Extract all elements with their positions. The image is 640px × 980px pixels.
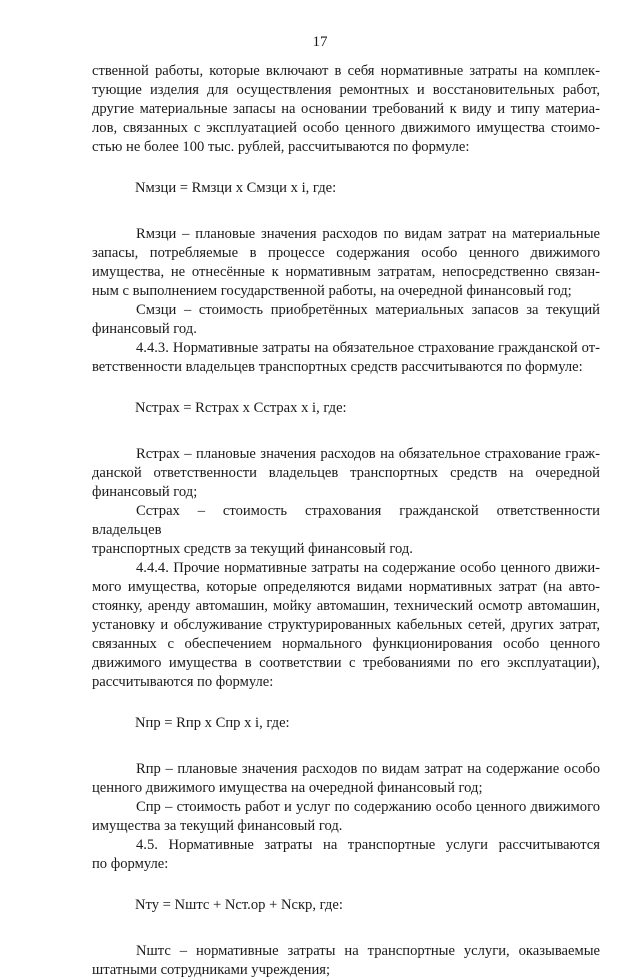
definition-cmzci bbox=[92, 301, 600, 339]
definition-nshts bbox=[92, 942, 600, 980]
definition-rmzci bbox=[92, 225, 600, 301]
formula-nmzci: Nмзци = Rмзци x Cмзци x i, где: bbox=[135, 180, 337, 196]
text-line: Rмзци – плановые значения расходов по видам затрат на материальные bbox=[136, 226, 600, 242]
text-line: связанных с обеспечением нормального функционирования особо ценного bbox=[92, 636, 600, 652]
definition-rstrah bbox=[92, 445, 600, 502]
text-line: имущества, не отнесённые к нормативным затратам, непосредственно связан- bbox=[92, 264, 600, 280]
text-line: штатными сотрудниками учреждения; bbox=[92, 962, 331, 978]
text-line: 4.4.3. Нормативные затраты на обязательное страхование гражданской от- bbox=[136, 340, 600, 356]
text-line: стью не более 100 тыс. рублей, рассчитываются по формуле: bbox=[92, 139, 470, 155]
text-line: 4.4.4. Прочие нормативные затраты на содержание особо ценного движи- bbox=[136, 560, 600, 576]
section-4-5 bbox=[92, 836, 600, 874]
text-line: движимого имущества в соответствии с требованиями по его эксплуатации), bbox=[92, 655, 600, 671]
text-line: Nштс – нормативные затраты на транспортные услуги, оказываемые bbox=[136, 943, 600, 959]
definition-rpr bbox=[92, 760, 600, 798]
text-line: Cмзци – стоимость приобретённых материальных запасов за текущий bbox=[136, 302, 600, 318]
section-4-4-3 bbox=[92, 339, 600, 377]
text-line: ветственности владельцев транспортных средств рассчитываются по формуле: bbox=[92, 359, 583, 375]
text-line: ственной работы, которые включают в себя нормативные затраты на комплек- bbox=[92, 63, 600, 79]
text-line: 4.5. Нормативные затраты на транспортные услуги рассчитываются bbox=[136, 837, 600, 853]
formula-nstrah: Nстрах = Rстрах x Cстрах x i, где: bbox=[135, 400, 347, 416]
formula-npr: Nпр = Rпр x Cпр x i, где: bbox=[135, 715, 290, 731]
definition-cpr bbox=[92, 798, 600, 836]
text-line: установку и обслуживание структурированных кабельных сетей, других затрат, bbox=[92, 617, 600, 633]
text-line: данской ответственности владельцев транспортных средств на очередной bbox=[92, 465, 600, 481]
text-line: тующие изделия для осуществления ремонтных и восстановительных работ, bbox=[92, 82, 600, 98]
text-line: Cпр – стоимость работ и услуг по содержанию особо ценного движимого bbox=[136, 799, 600, 815]
text-line: запасы, потребляемые в процессе содержания особо ценного движимого bbox=[92, 245, 600, 261]
text-line: по формуле: bbox=[92, 856, 169, 872]
text-line: мого имущества, которые определяются видами нормативных затрат (на авто- bbox=[92, 579, 600, 595]
text-line: ным с выполнением государственной работы, на очередной финансовый год; bbox=[92, 283, 572, 299]
page-number: 17 bbox=[312, 34, 328, 50]
text-line: Rстрах – плановые значения расходов на обязательное страхование граж- bbox=[136, 446, 600, 462]
text-line: стоянку, аренду автомашин, мойку автомашин, технический осмотр автомашин, bbox=[92, 598, 600, 614]
text-line: рассчитываются по формуле: bbox=[92, 674, 274, 690]
formula-nty: Nту = Nштс + Nст.ор + Nскр, где: bbox=[135, 897, 343, 913]
section-4-4-4 bbox=[92, 559, 600, 692]
text-line: финансовый год; bbox=[92, 484, 198, 500]
text-line: другие материальные запасы на основании требований к виду и типу материа- bbox=[92, 101, 600, 117]
text-line: лов, связанных с эксплуатацией особо ценного движимого имущества стоимо- bbox=[92, 120, 600, 136]
text-line: Cстрах – стоимость страхования гражданской ответственности владельцев bbox=[92, 503, 600, 538]
paragraph-intro bbox=[92, 62, 600, 157]
text-line: ценного движимого имущества на очередной финансовый год; bbox=[92, 780, 483, 796]
text-line: имущества за текущий финансовый год. bbox=[92, 818, 343, 834]
definition-cstrah bbox=[92, 502, 600, 559]
text-line: финансовый год. bbox=[92, 321, 197, 337]
text-line: транспортных средств за текущий финансовый год. bbox=[92, 541, 413, 557]
page-content bbox=[92, 62, 600, 980]
text-line: Rпр – плановые значения расходов по видам затрат на содержание особо bbox=[136, 761, 600, 777]
